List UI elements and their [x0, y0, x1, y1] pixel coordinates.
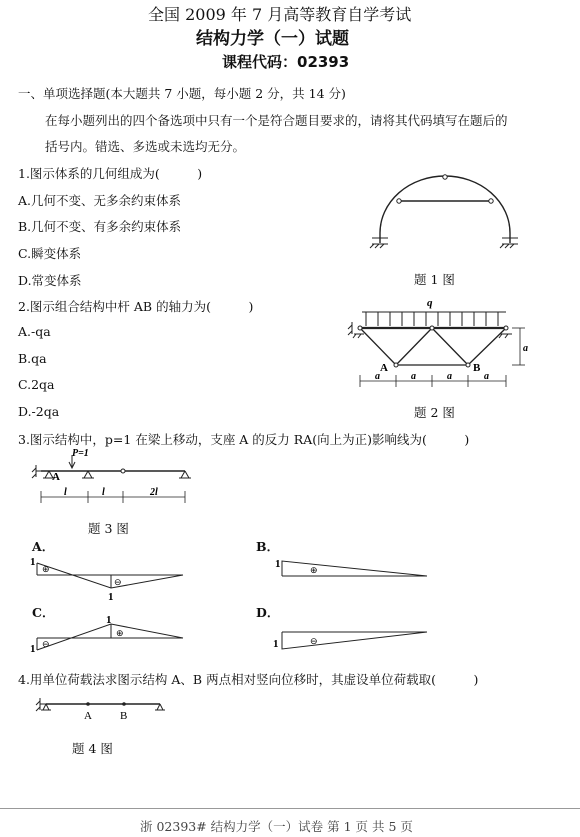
exam-title: 全国 2009 年 7 月高等教育自学考试	[148, 5, 412, 24]
q4-stem: 4.用单位荷载法求图示结构 A、B 两点相对竖向位移时，其虚设单位荷载取( )	[18, 672, 479, 687]
q3d-value: 1	[273, 638, 279, 650]
q3c-sign-plus: ⊕	[116, 628, 124, 638]
q2-option-d: D.-2qa	[18, 404, 60, 419]
subject-title: 结构力学（一）试题	[196, 29, 349, 49]
fig3-dim-2: l	[102, 487, 105, 498]
q2-option-b: B.qa	[18, 351, 47, 366]
figure-2-truss	[340, 295, 540, 395]
fig2-dim-4: a	[484, 371, 489, 382]
fig4-label-a: A	[84, 710, 92, 722]
fig2-load-label: q	[427, 297, 433, 309]
q3-option-c-letter: C．	[32, 605, 55, 620]
section-instruction-2: 括号内。错选、多选或未选均无分。	[45, 139, 246, 154]
fig2-dim-3: a	[447, 371, 452, 382]
q3-option-d-letter: D．	[256, 605, 280, 620]
q3c-value-left: 1	[30, 643, 36, 655]
q3b-value: 1	[275, 558, 281, 570]
q1-option-d: D.常变体系	[18, 273, 82, 288]
q3-option-a-letter: A．	[32, 539, 55, 554]
q3-caption: 题 3 图	[88, 521, 129, 536]
q1-stem: 1.图示体系的几何组成为( )	[18, 166, 203, 181]
fig3-load-label: P=1	[72, 448, 89, 459]
footer-text: 浙 02393# 结构力学（一）试卷 第 1 页 共 5 页	[140, 819, 413, 834]
fig3-dim-3: 2l	[150, 487, 158, 498]
q3-option-a-diagram	[28, 555, 198, 605]
q3a-value-left: 1	[30, 556, 36, 568]
figure-3-beam	[28, 447, 208, 512]
q2-option-a: A.-qa	[18, 324, 51, 339]
figure-4-beam	[32, 693, 177, 723]
q3a-value-bottom: 1	[108, 591, 114, 603]
footer-rule	[0, 808, 580, 809]
q3d-sign-minus: ⊖	[310, 636, 318, 646]
q3a-sign-minus: ⊖	[114, 577, 122, 587]
fig2-label-a: A	[380, 362, 388, 374]
fig2-height-label: a	[523, 343, 528, 354]
section-heading: 一、单项选择题(本大题共 7 小题，每小题 2 分，共 14 分)	[18, 86, 346, 101]
q1-option-c: C.瞬变体系	[18, 246, 82, 261]
fig2-dim-2: a	[411, 371, 416, 382]
q2-option-c: C.2qa	[18, 377, 55, 392]
q3-option-b-diagram	[270, 555, 440, 585]
fig2-dim-1: a	[375, 371, 380, 382]
q3b-sign-plus: ⊕	[310, 565, 318, 575]
q2-caption: 题 2 图	[414, 405, 455, 420]
q3c-value-top: 1	[106, 614, 112, 626]
fig3-dim-1: l	[64, 487, 67, 498]
q3-option-c-diagram	[28, 612, 198, 657]
q2-stem: 2.图示组合结构中杆 AB 的轴力为( )	[18, 299, 254, 314]
q3a-sign-plus: ⊕	[42, 564, 50, 574]
q3-option-b-letter: B．	[256, 539, 280, 554]
q3-option-d-diagram	[270, 620, 440, 655]
section-instruction-1: 在每小题列出的四个备选项中只有一个是符合题目要求的，请将其代码填写在题后的	[45, 113, 508, 128]
q3-stem: 3.图示结构中，p=1 在梁上移动，支座 A 的反力 RA(向上为正)影响线为( )	[18, 432, 470, 447]
course-code: 课程代码：02393	[222, 53, 350, 71]
fig2-label-b: B	[473, 362, 481, 374]
q4-caption: 题 4 图	[72, 741, 113, 756]
q1-option-a: A.几何不变、无多余约束体系	[18, 193, 182, 208]
q3c-sign-minus: ⊖	[42, 639, 50, 649]
fig3-support-label: A	[52, 471, 60, 483]
figure-1-arch	[360, 168, 530, 263]
q1-option-b: B.几何不变、有多余约束体系	[18, 219, 182, 234]
q1-caption: 题 1 图	[414, 272, 455, 287]
fig4-label-b: B	[120, 710, 128, 722]
